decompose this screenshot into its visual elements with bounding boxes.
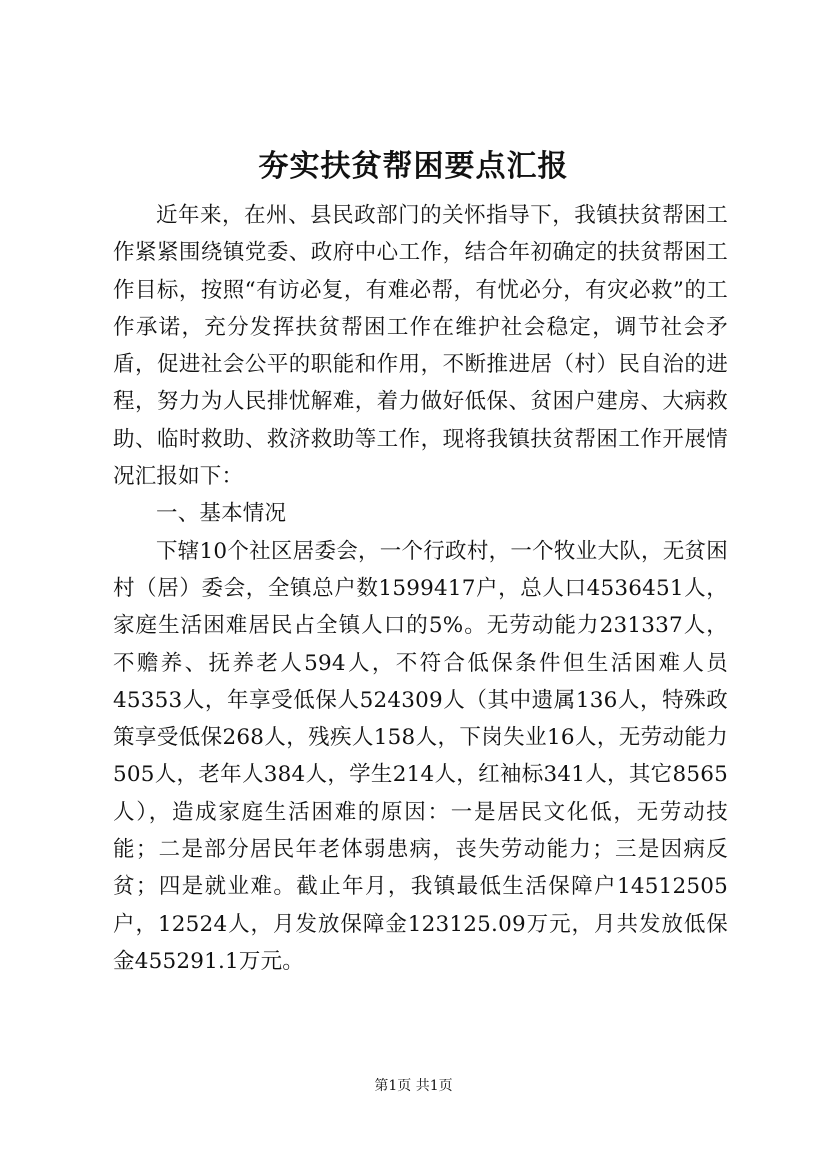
section-heading-basic-situation: 一、基本情况	[156, 501, 287, 527]
document-body	[113, 197, 728, 980]
page-footer	[0, 1076, 827, 1096]
document-title: 夯实扶贫帮困要点汇报	[258, 149, 569, 184]
paragraph-basic-situation: 下辖10个社区居委会，一个行政村，一个牧业大队，无贫困村（居）委会，全镇总户数1599417户，总人口4536451人，家庭生活困难居民占全镇人口的5%。无劳动能力231337人，不赡养、抚养老人594人，不符合低保条件但生活困难人员45353人，年享受低保人524309人（其中遗属136人，特殊政策享受低保268人，残疾人158人，下岗失业16人，无劳动能力505人，老年人384人，学生214人，红袖标341人，其它8565人），造成家庭生活困难的原因：一是居民文化低，无劳动技能；二是部分居民年老体弱患病，丧失劳动能力；三是因病反贫；四是就业难。截止年月，我镇最低生活保障户14512505户，12524人，月发放保障金123125.09万元，月共发放低保金455291.1万元。	[113, 538, 728, 974]
paragraph-intro: 近年来，在州、县民政部门的关怀指导下，我镇扶贫帮困工作紧紧围绕镇党委、政府中心工作，结合年初确定的扶贫帮困工作目标，按照“有访必复，有难必帮，有忧必分，有灾必救”的工作承诺，充分发挥扶贫帮困工作在维护社会稳定，调节社会矛盾，促进社会公平的职能和作用，不断推进居（村）民自治的进程，努力为人民排忧解难，着力做好低保、贫困户建房、大病救助、临时救助、救济救助等工作，现将我镇扶贫帮困工作开展情况汇报如下：	[113, 203, 728, 490]
page-number: 第1页 共1页	[374, 1078, 453, 1094]
